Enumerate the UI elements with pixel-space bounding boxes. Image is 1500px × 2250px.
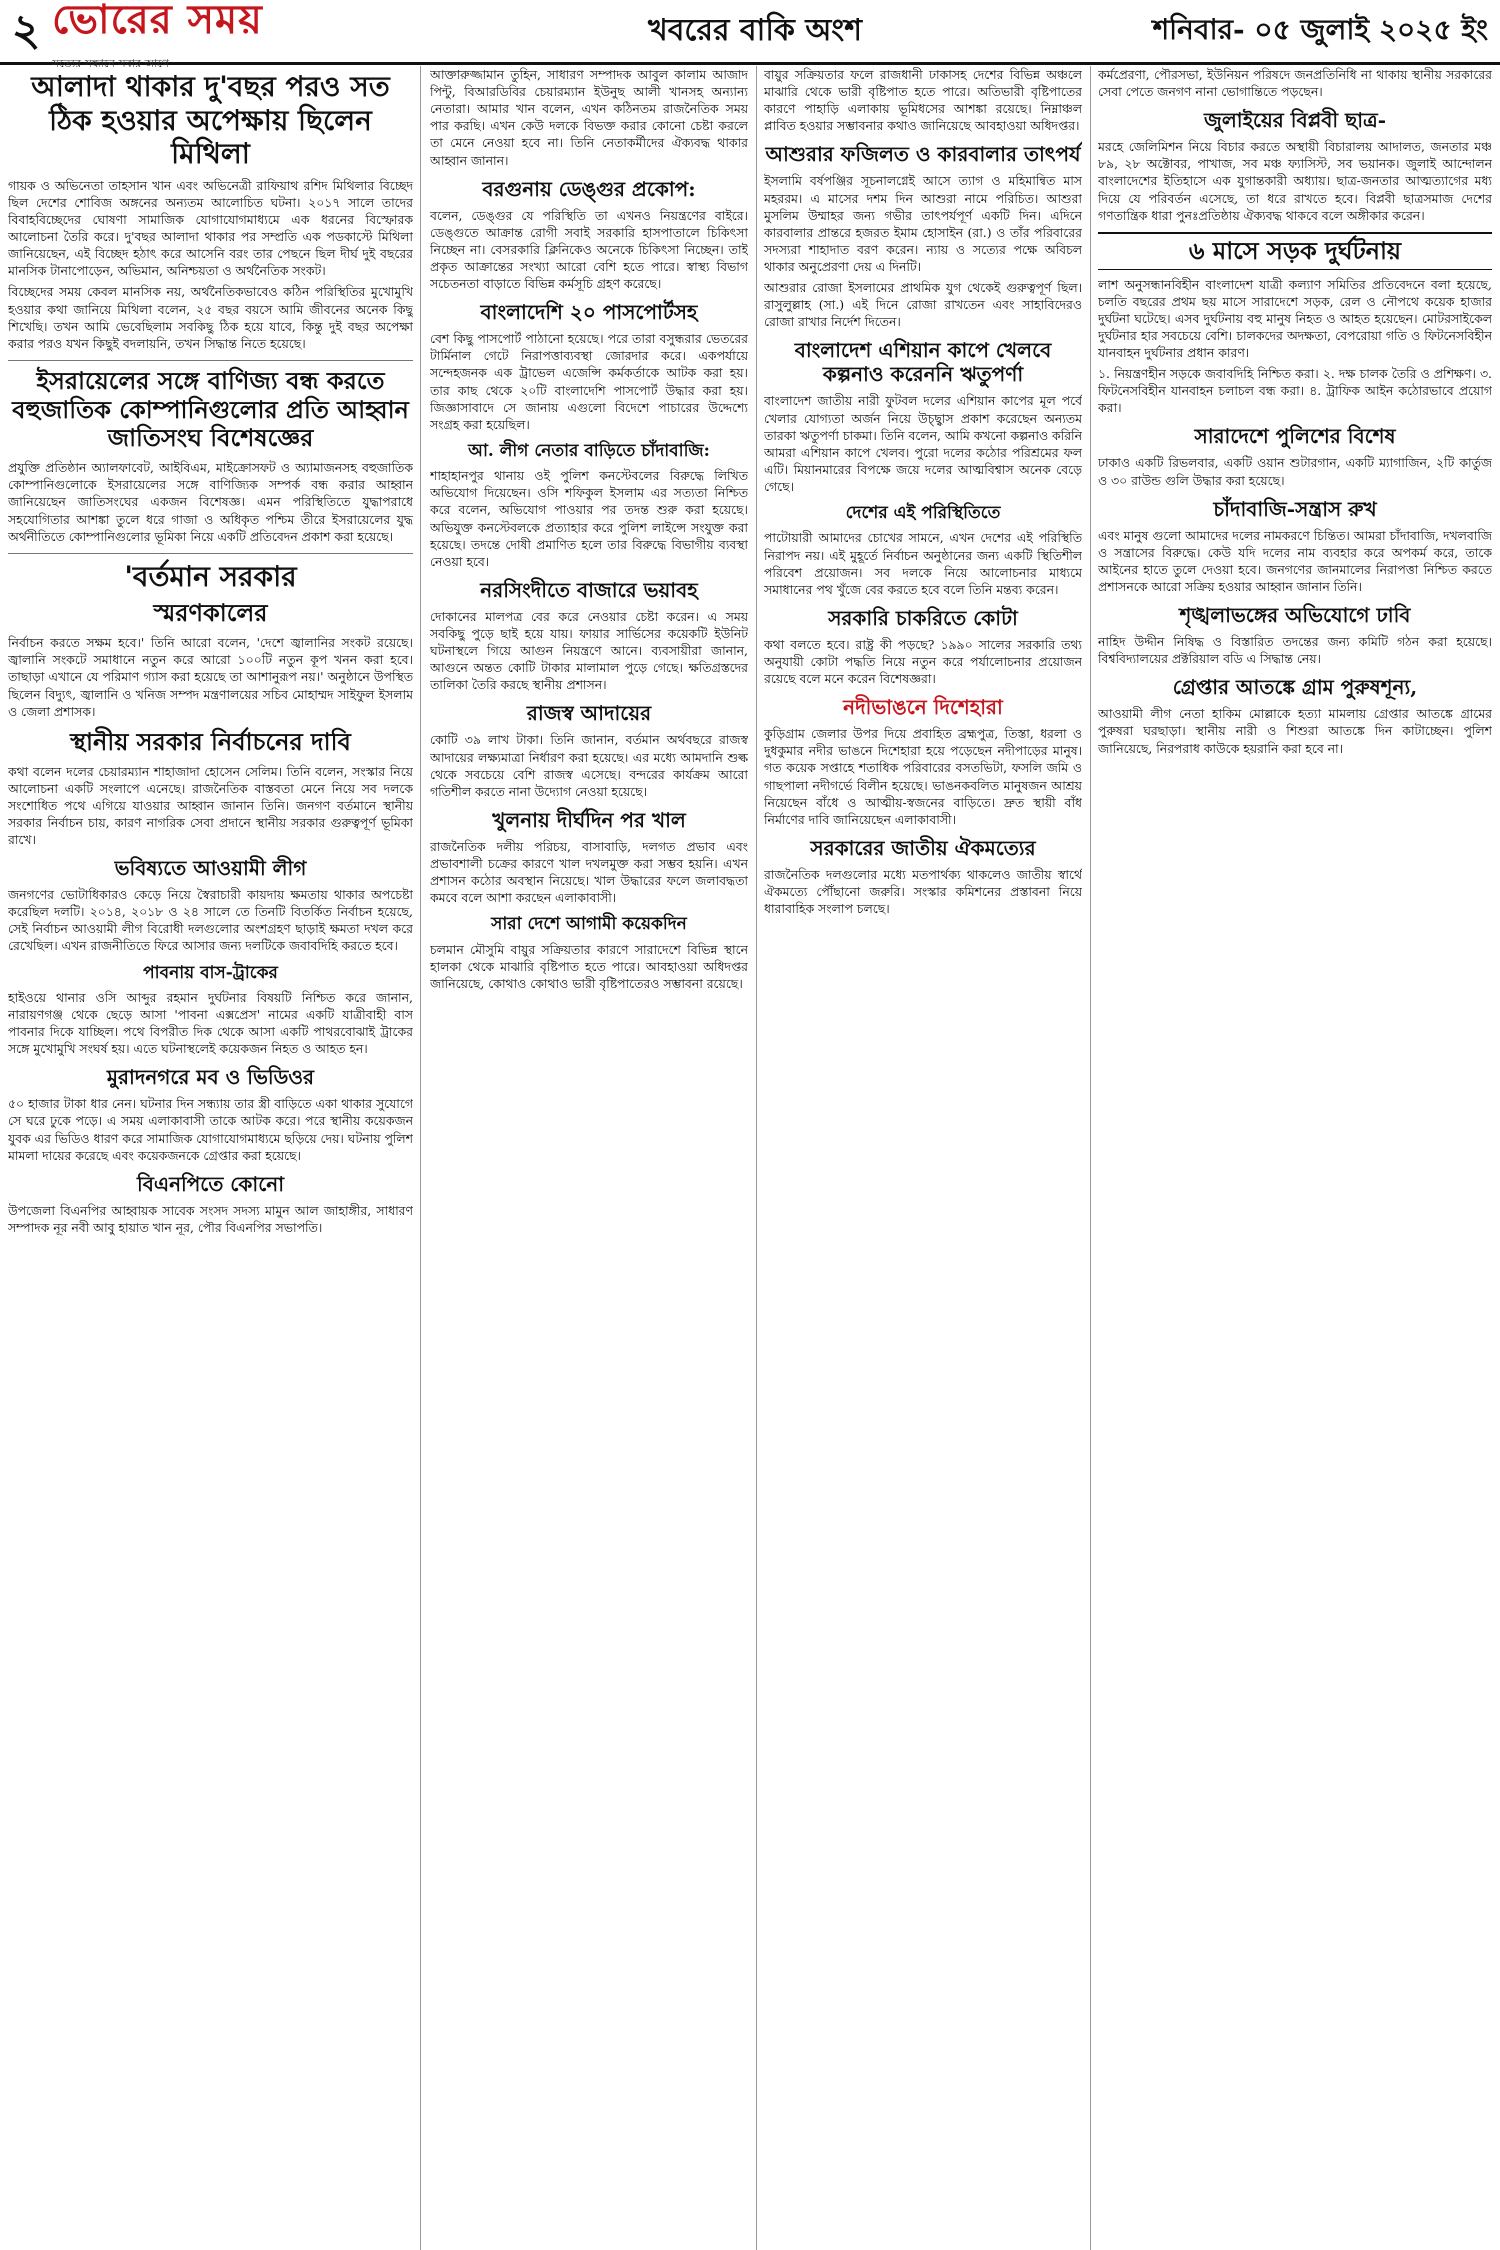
story-continuation <box>430 66 748 169</box>
headline: নদীভাঙনে দিশেহারা <box>843 695 1003 720</box>
headline: সরকারি চাকরিতে কোটা <box>828 605 1018 630</box>
headline: জুলাইয়ের বিপ্লবী ছাত্র- <box>1203 108 1387 133</box>
headline: দেশের এই পরিস্থিতিতে <box>845 503 1001 524</box>
story-body: বেশ কিছু পাসপোর্ট পাঠানো হয়েছে। পরে তারা বসুন্ধরার ভেতরের টার্মিনাল গেটে নিরাপত্তাব্যবস্থা জোরদার করে। একপর্যায়ে সন্দেহজনক এক ট্রাভেল এজেন্সি কর্মকর্তাকে আটক করা হয়। তার কাছ থেকে ২০টি বাংলাদেশি পাসপোর্ট উদ্ধার করা হয়। জিজ্ঞাসাবাদে সে জানায় এগুলো বিদেশে পাচারের উদ্দেশ্যে সংগ্রহ করা হয়েছিল। <box>430 331 748 432</box>
headline: খুলনায় দীর্ঘদিন পর খাল <box>492 807 686 832</box>
headline: শৃঙ্খলাভঙ্গের অভিযোগে ঢাবি <box>1179 603 1411 628</box>
story-body: বায়ুর সক্রিয়তার ফলে রাজধানী ঢাকাসহ দেশের বিভিন্ন অঞ্চলে মাঝারি থেকে ভারী বৃষ্টিপাত হতে পারে। অতিভারী বৃষ্টিপাতের কারণে পাহাড়ি এলাকায় ভূমিধসের আশঙ্কা রয়েছে। নিম্নাঞ্চল প্লাবিত হওয়ার সম্ভাবনার কথাও জানিয়েছে আবহাওয়া অধিদপ্তর। <box>764 67 1082 134</box>
story-body: জনগণের ভোটাধিকারও কেড়ে নিয়ে স্বৈরাচারী কায়দায় ক্ষমতায় থাকার অপচেষ্টা করেছিল দলটি। ২০১৪, ২০১৮ ও ২৪ সালে তে তিনটি বিতর্কিত নির্বাচন হয়েছে, সেই নির্বাচন আওয়ামী লীগ বিরোধী দলগুলোর অংশগ্রহণ ছাড়াই ক্ষমতা দখল করে রেখেছিল। এখন রাজনীতিতে ফিরে আসার জন্য দলটিকে জবাবদিহি করতে হবে। <box>8 887 413 954</box>
brand-name: ভোরের সময় <box>52 0 263 43</box>
column-3 <box>764 66 1082 2250</box>
headline: ৬ মাসে সড়ক দুর্ঘটনায় <box>1098 232 1492 270</box>
story-body: রাজনৈতিক দলীয় পরিচয়, বাসাবাড়ি, দলগত প্রভাব এবং প্রভাবশালী চক্রের কারণে খাল দখলমুক্ত করা সম্ভব হয়নি। এখন প্রশাসন কঠোর অবস্থান নিয়েছে। খাল উদ্ধারের ফলে জলাবদ্ধতা কমবে বলে আশা করছেন এলাকাবাসী। <box>430 838 748 906</box>
masthead <box>0 0 1500 70</box>
story-passport <box>430 300 748 433</box>
story-du-discipline <box>1098 603 1492 667</box>
column-divider <box>420 66 421 2250</box>
story-body: মরহে জেলিমিশন নিয়ে বিচার করতে অস্থায়ী বিচারালয় আদালত, জনতার মঞ্চ ৮৯, ২৮ অক্টোবর, পাখাজ, সব মঞ্চ ফ্যাসিস্ট, সব ভয়ানক। জুলাই আন্দোলন বাংলাদেশের ইতিহাসে এক যুগান্তকারী অধ্যায়। ছাত্র-জনতার আত্মত্যাগের মধ্য দিয়ে যে পরিবর্তন এসেছে, তা ধরে রাখতে হবে। বিপ্লবী ছাত্রসমাজ দেশের গণতান্ত্রিক ধারা পুনঃপ্রতিষ্ঠায় ঐক্যবদ্ধ থাকবে বলে অঙ্গীকার করেন। <box>1098 139 1492 223</box>
story-body: প্রযুক্তি প্রতিষ্ঠান অ্যালফাবেট, আইবিএম, মাইক্রোসফট ও অ্যামাজনসহ বহুজাতিক কোম্পানিগুলোকে ইসরায়েলের সঙ্গে বাণিজ্যিক সম্পর্ক বন্ধ করার আহ্বান জানিয়েছেন জাতিসংঘের একজন বিশেষজ্ঞ। এমন পরিস্থিতিতে যুদ্ধাপরাধে সহযোগিতার আশঙ্কা তুলে ধরে গাজা ও অধিকৃত পশ্চিম তীরে ইসরায়েলের যুদ্ধ অর্থনীতিতে কোম্পানিগুলোর ভূমিকা নিয়ে একটি প্রতিবেদন প্রকাশ করা হয়েছে। <box>8 460 413 544</box>
story-body: উপজেলা বিএনপির আহ্বায়ক সাবেক সংসদ সদস্য মামুন আল জাহাঙ্গীর, সাধারণ সম্পাদক নূর নবী আবু হায়াত খান নূর, পৌর বিএনপির সভাপতি। <box>8 1202 413 1235</box>
story-awami-league <box>8 856 413 954</box>
story-body: পাটোয়ারী আমাদের চোখের সামনে, এখন দেশের এই পরিস্থিতি নিরাপদ নয়। এই মুহূর্তে নির্বাচন অনুষ্ঠানের জন্য একটি স্থিতিশীল পরিবেশ প্রয়োজন। সব দলকে নিয়ে আলোচনার মাধ্যমে সমাধানের পথ খুঁজে বের করতে হবে বলে তিনি মন্তব্য করেন। <box>764 530 1082 597</box>
headline: স্মরণকালের <box>153 598 268 628</box>
column-divider <box>756 66 757 2250</box>
issue-date: শনিবার- ০৫ জুলাই ২০২৫ ইং <box>1152 12 1488 46</box>
headline: রাজস্ব আদায়ের <box>526 701 652 726</box>
headline: সারা দেশে আগামী কয়েকদিন <box>491 914 687 935</box>
story-body: দোকানের মালপত্র বের করে নেওয়ার চেষ্টা করেন। এ সময় সবকিছু পুড়ে ছাই হয়ে যায়। ফায়ার সার্ভিসের কয়েকটি ইউনিট ঘটনাস্থলে গিয়ে আগুন নিয়ন্ত্রণে আনে। ব্যবসায়ীরা জানান, আগুনে অন্তত কোটি টাকার মালামাল পুড়ে গেছে। ক্ষতিগ্রস্তদের তালিকা তৈরি করছে স্থানীয় প্রশাসন। <box>430 608 748 693</box>
story-body: চলমান মৌসুমি বায়ুর সক্রিয়তার কারণে সারাদেশে বিভিন্ন স্থানে হালকা থেকে মাঝারি বৃষ্টিপাত হতে পারে। আবহাওয়া অধিদপ্তর জানিয়েছে, কোথাও কোথাও ভারী বৃষ্টিপাতেরও সম্ভাবনা রয়েছে। <box>430 941 748 991</box>
story-continuation <box>1098 66 1492 100</box>
headline: স্থানীয় সরকার নির্বাচনের দাবি <box>70 726 351 756</box>
headline: ইসরায়েলের সঙ্গে বাণিজ্য বন্ধ করতে বহুজাতিক কোম্পানিগুলোর প্রতি আহ্বান জাতিসংঘ বিশেষজ্ঞের <box>12 365 409 453</box>
headline: চাঁদাবাজি-সন্ত্রাস রুখ <box>1213 496 1377 521</box>
story-muradnagar <box>8 1065 413 1163</box>
headline: বাংলাদেশি ২০ পাসপোর্টসহ <box>480 300 698 325</box>
headline: ভবিষ্যতে আওয়ামী লীগ <box>114 856 307 881</box>
column-1 <box>8 66 413 2250</box>
story-body: কোটি ৩৯ লাখ টাকা। তিনি জানান, বর্তমান অর্থবছরে রাজস্ব আদায়ের লক্ষ্যমাত্রা নির্ধারণ করা হয়েছে। এর মধ্যে আমদানি শুল্ক থেকে সবচেয়ে বেশি রাজস্ব এসেছে। বন্দরের কার্যক্রম আরো গতিশীল করতে নানা উদ্যোগ নেওয়া হয়েছে। <box>430 732 748 799</box>
story-police-drive <box>1098 424 1492 488</box>
story-body: ইসলামি বর্ষপঞ্জির সূচনালগ্নেই আসে ত্যাগ ও মহিমান্বিত মাস মহররম। এ মাসের দশম দিন আশুরা নামে পরিচিত। আশুরা মুসলিম উম্মাহর জন্য গভীর তাৎপর্যপূর্ণ একটি দিন। এদিনে কারবালার প্রান্তরে হজরত ইমাম হোসাইন (রা.) ও তাঁর পরিবারের সদস্যরা শাহাদাত বরণ করেন। ন্যায় ও সত্যের পক্ষে অবিচল থাকার অনুপ্রেরণা দেয় এ দিনটি। <box>764 173 1082 274</box>
divider <box>8 553 413 554</box>
story-village-arrest <box>1098 675 1492 756</box>
story-consensus <box>764 836 1082 917</box>
story-river-erosion <box>764 695 1082 828</box>
story-pabna-accident <box>8 963 413 1058</box>
headline: মুরাদনগরে মব ও ভিডিওর <box>106 1065 315 1090</box>
story-mithila <box>8 70 413 352</box>
story-local-election <box>8 728 413 848</box>
column-2 <box>430 66 748 2250</box>
headline: নরসিংদীতে বাজারে ভয়াবহ <box>480 577 698 602</box>
story-july-students <box>1098 108 1492 224</box>
story-body: হাইওয়ে থানার ওসি আব্দুর রহমান দুর্ঘটনার বিষয়টি নিশ্চিত করে জানান, নারায়ণগঞ্জ থেকে ছেড়ে আসা 'পাবনা এক্সপ্রেস' নামের একটি যাত্রীবাহী বাস পাবনার দিকে যাচ্ছিল। পথে বিপরীত দিক থেকে আসা একটি পাথরবোঝাই ট্রাকের সঙ্গে মুখোমুখি সংঘর্ষ হয়। এতে ঘটনাস্থলেই কয়েকজন নিহত ও আহত হন। <box>8 989 413 1057</box>
story-body: এবং মানুষ গুলো আমাদের দলের নামকরণে চিন্তিত। আমরা চাঁদাবাজি, দখলবাজি ও সন্ত্রাসের বিরুদ্ধে। কেউ যদি দলের নাম ব্যবহার করে অপকর্ম করে, তাকে আইনের হাতে তুলে দেওয়া হবে। জনগণের জানমালের নিরাপত্তা নিশ্চিত করতে প্রশাসনকে আরো সক্রিয় হওয়ার আহ্বান জানান তিনি। <box>1098 527 1492 594</box>
headline: বাংলাদেশ এশিয়ান কাপে খেলবে কল্পনাও করেননি ঋতুপর্ণা <box>794 338 1052 387</box>
headline: গ্রেপ্তার আতঙ্কে গ্রাম পুরুষশূন্য, <box>1172 675 1418 700</box>
story-ashura <box>764 142 1082 330</box>
story-body: ১. নিয়ন্ত্রণহীন সড়কে জবাবদিহি নিশ্চিত করা। ২. দক্ষ চালক তৈরি ও প্রশিক্ষণ। ৩. ফিটনেসবিহীন যানবাহন চলাচল বন্ধ করা। ৪. ট্রাফিক আইন কঠোরভাবে প্রয়োগ করা। <box>1098 366 1492 416</box>
story-body: কর্মপ্রেরণা, পৌরসভা, ইউনিয়ন পরিষদে জনপ্রতিনিধি না থাকায় স্থানীয় সরকারের সেবা পেতে জনগণ নানা ভোগান্তিতে পড়ছেন। <box>1098 67 1492 100</box>
story-extortion <box>430 441 748 570</box>
section-title: খবরের বাকি অংশ <box>648 12 862 48</box>
column-divider <box>1090 66 1091 2250</box>
headline: পাবনায় বাস-ট্রাকের <box>143 962 278 983</box>
story-body: রাজনৈতিক দলগুলোর মধ্যে মতপার্থক্য থাকলেও জাতীয় স্বার্থে ঐকমত্যে পৌঁছানো জরুরি। সংস্কার কমিশনের প্রস্তাবনা নিয়ে ধারাবাহিক সংলাপ চলছে। <box>764 866 1082 917</box>
story-body: নাহিদ উদ্দীন নিষিদ্ধ ও বিস্তারিত তদন্তের জন্য কমিটি গঠন করা হয়েছে। বিশ্ববিদ্যালয়ের প্রক্টরিয়াল বডি এ সিদ্ধান্ত নেয়। <box>1098 634 1492 667</box>
headline: 'বর্তমান সরকার <box>124 559 297 593</box>
headline: সারাদেশে পুলিশের বিশেষ <box>1194 424 1396 449</box>
story-road-accidents <box>1098 232 1492 417</box>
brand-tagline: সত্যের সন্ধানে সবার আগে <box>52 57 169 70</box>
story-body: লাশ অনুসন্ধানবিহীন বাংলাদেশ যাত্রী কল্যাণ সমিতির প্রতিবেদনে বলা হয়েছে, চলতি বছরের প্রথম ছয় মাসে সারাদেশে সড়ক, রেল ও নৌপথে কয়েক হাজার দুর্ঘটনা ঘটেছে। এসব দুর্ঘটনায় বহু মানুষ নিহত ও আহত হয়েছেন। মোটরসাইকেল দুর্ঘটনার হার সবচেয়ে বেশি। চালকদের অদক্ষতা, বেপরোয়া গতি ও ফিটনেসবিহীন যানবাহন দুর্ঘটনার প্রধান কারণ। <box>1098 276 1492 360</box>
story-israel-trade <box>8 367 413 545</box>
brand-logo <box>52 0 452 70</box>
story-govt <box>8 560 413 720</box>
story-body: কথা বলতে হবে। রাষ্ট্র কী পড়ছে? ১৯৯০ সালের সরকারি তথ্য অনুযায়ী কোটা পদ্ধতি নিয়ে নতুন করে পর্যালোচনার প্রয়োজন রয়েছে বলে মনে করেন বিশেষজ্ঞরা। <box>764 636 1082 687</box>
story-country-situation <box>764 503 1082 598</box>
story-body: আক্তারুজ্জামান তুহিন, সাধারণ সম্পাদক আবুল কালাম আজাদ পিন্টু, বিআরডিবির চেয়ারম্যান ইউনুছ আলী খানসহ অন্যান্য নেতারা। আমার খান বলেন, এখন কঠিনতম রাজনৈতিক সময় পার করছি। এখন কেউ দলকে বিভক্ত করার কোনো চেষ্টা করলে তা মেনে নেওয়া হবে না। তিনি নেতাকর্মীদের ঐক্যবদ্ধ থাকার আহ্বান জানান। <box>430 67 748 168</box>
story-body: গায়ক ও অভিনেতা তাহসান খান এবং অভিনেত্রী রাফিয়াথ রশিদ মিথিলার বিচ্ছেদ ছিল দেশের শোবিজ অঙ্গনের অন্যতম আলোচিত ঘটনা। ২০১৭ সালে তাদের বিবাহবিচ্ছেদের ঘোষণা সামাজিক যোগাযোগমাধ্যমে এক ধরনের বিস্ফোরক আলোচনা তৈরি করে। দু'বছর আলাদা থাকার পর সম্প্রতি এক পডকাস্টে মিথিলা জানিয়েছেন, এই বিচ্ছেদ হঠাৎ করে আসেনি বরং তার পেছনে ছিল দীর্ঘ দুই বছরের মানসিক টানাপোড়েন, অভিমান, অনিশ্চয়তা ও অর্থনৈতিক সংকট। <box>8 177 413 279</box>
headline: আ. লীগ নেতার বাড়িতে চাঁদাবাজি: <box>468 440 710 461</box>
story-body: ঢাকাও একটি রিভলবার, একটি ওয়ান শুটারগান, একটি ম্যাগাজিন, ২টি কার্তুজ ও ৩০ রাউন্ড গুলি উদ্ধার করা হয়েছে। <box>1098 455 1492 488</box>
story-extortion-terror <box>1098 497 1492 595</box>
headline: বিএনপিতে কোনো <box>137 1171 284 1196</box>
story-body: শাহাহানপুর থানায় ওই পুলিশ কনস্টেবলের বিরুদ্ধে লিখিত অভিযোগ দিয়েছেন। ওসি শফিকুল ইসলাম এর সত্যতা নিশ্চিত করে বলেন, অভিযোগ পাওয়ার পর তদন্ত শুরু করা হয়েছে। অভিযুক্ত কনস্টেবলকে প্রত্যাহার করে পুলিশ লাইন্সে সংযুক্ত করা হয়েছে। তদন্তে দোষী প্রমাণিত হলে তার বিরুদ্ধে বিভাগীয় ব্যবস্থা নেওয়া হবে। <box>430 468 748 569</box>
page-number: ২ <box>11 5 41 56</box>
divider <box>8 360 413 361</box>
story-weather <box>430 914 748 992</box>
story-body: আশুরার রোজা ইসলামের প্রাথমিক যুগ থেকেই গুরুত্বপূর্ণ ছিল। রাসুলুল্লাহ (সা.) এই দিনে রোজা রাখতেন এবং সাহাবিদেরও রোজা রাখার নির্দেশ দিতেন। <box>764 280 1082 330</box>
story-continuation <box>764 66 1082 134</box>
headline: আলাদা থাকার দু'বছর পরও সত ঠিক হওয়ার অপেক্ষায় ছিলেন মিথিলা <box>31 70 390 171</box>
story-revenue <box>430 701 748 799</box>
story-body: বিচ্ছেদের সময় কেবল মানসিক নয়, অর্থনৈতিকভাবেও কঠিন পরিস্থিতির মুখোমুখি হওয়ার কথা জানিয়ে মিথিলা বলেন, ২৫ বছর বয়সে আমি জীবনের অনেক কিছু শিখেছি। তখন আমি ভেবেছিলাম সবকিছু ঠিক হয়ে যাবে, কিন্তু দুই বছর অপেক্ষা করার পরও যখন কিছুই বদলায়নি, তখন সিদ্ধান্ত নিতে হয়েছে। <box>8 284 413 351</box>
story-body: কুড়িগ্রাম জেলার উপর দিয়ে প্রবাহিত ব্রহ্মপুত্র, তিস্তা, ধরলা ও দুধকুমার নদীর ভাঙনে দিশেহারা হয়ে পড়েছেন নদীপাড়ের মানুষ। গত কয়েক সপ্তাহে শতাধিক পরিবারের বসতভিটা, ফসলি জমি ও গাছপালা নদীগর্ভে বিলীন হয়েছে। ভাঙনকবলিত মানুষজন আশ্রয় নিয়েছেন বাঁধে ও আত্মীয়-স্বজনের বাড়িতে। দ্রুত স্থায়ী বাঁধ নির্মাণের দাবি জানিয়েছেন এলাকাবাসী। <box>764 726 1082 827</box>
headline: বরগুনায় ডেঙ্গুর প্রকোপ: <box>482 176 696 201</box>
story-body: বাংলাদেশ জাতীয় নারী ফুটবল দলের এশিয়ান কাপের মূল পর্বে খেলার যোগ্যতা অর্জন নিয়ে উচ্ছ্বাস প্রকাশ করেছেন অন্যতম তারকা ঋতুপর্ণা চাকমা। তিনি বলেন, আমি কখনো কল্পনাও করিনি আমরা এশিয়ান কাপে খেলব। পুরো দলের কঠোর পরিশ্রমের ফল এটি। মিয়ানমারের বিপক্ষে জয়ে দলের আত্মবিশ্বাস অনেক বেড়ে গেছে। <box>764 393 1082 494</box>
headline: আশুরার ফজিলত ও কারবালার তাৎপর্য <box>765 142 1081 167</box>
story-body: বলেন, ডেঙ্গুর যে পরিস্থিতি তা এখনও নিয়ন্ত্রণের বাইরে। ডেঙ্গুতে আক্রান্ত রোগী সবাই সরকারি হাসপাতালে চিকিৎসা নিচ্ছেন না। বেসরকারি ক্লিনিকেও অনেকে চিকিৎসা নিচ্ছেন। তাই প্রকৃত আক্রান্তের সংখ্যা আরো বেশি হতে পারে। স্বাস্থ্য বিভাগ সচেতনতা বাড়াতে বিভিন্ন কর্মসূচি গ্রহণ করেছে। <box>430 207 748 292</box>
story-body: ৫০ হাজার টাকা ধার নেন। ঘটনার দিন সন্ধ্যায় তার স্ত্রী বাড়িতে একা থাকার সুযোগে সে ঘরে ঢুকে পড়ে। এ সময় এলাকাবাসী তাকে আটক করে। পরে স্থানীয় কয়েকজন যুবক এর ভিডিও ধারণ করে সামাজিক যোগাযোগমাধ্যমে ছড়িয়ে দেয়। ঘটনায় পুলিশ মামলা দায়ের করেছে এবং কয়েকজনকে গ্রেপ্তার করা হয়েছে। <box>8 1096 413 1163</box>
story-body: আওয়ামী লীগ নেতা হাকিম মোল্লাকে হত্যা মামলায় গ্রেপ্তার আতঙ্কে গ্রামের পুরুষরা ঘরছাড়া। স্থানীয় নারী ও শিশুরা আতঙ্কে দিন কাটাচ্ছেন। পুলিশ জানিয়েছে, নিরপরাধ কাউকে হয়রানি করা হবে না। <box>1098 706 1492 756</box>
story-body: কথা বলেন দলের চেয়ারম্যান শাহাজাদা হোসেন সেলিম। তিনি বলেন, সংস্কার নিয়ে আলোচনা একটি সংলাপে এনেছে। রাজনৈতিক বাস্তবতা মেনে নিয়ে সব দলকে সংশোধিত পথে এগিয়ে যাওয়ার আহ্বান জানান তিনি। জনগণ বর্তমানে স্থানীয় সরকার নির্বাচন চায়, কারণ নাগরিক সেবা প্রদানে স্থানীয় সরকার গুরুত্বপূর্ণ ভূমিকা রাখে। <box>8 763 413 847</box>
story-khulna-canal <box>430 808 748 906</box>
story-bnp <box>8 1172 413 1236</box>
column-4 <box>1098 66 1492 2250</box>
story-quota <box>764 606 1082 687</box>
story-body: নির্বাচন করতে সক্ষম হবে।' তিনি আরো বলেন, 'দেশে জ্বালানির সংকট রয়েছে। জ্বালানি সংকটে সমাধানে নতুন করে আরো ১০০টি নতুন কূপ খনন করা হবে। তাছাড়া এখানে যে পরিমাণ গ্যাস করা হয়েছে তা আশানুরূপ নয়।' অনুষ্ঠানে উপস্থিত ছিলেন বিদ্যুৎ, জ্বালানি ও খনিজ সম্পদ মন্ত্রণালয়ের সচিব মোহাম্মদ সাইফুল ইসলাম ও জেলা প্রশাসক। <box>8 635 413 719</box>
headline: সরকারের জাতীয় ঐকমত্যের <box>810 835 1036 860</box>
story-asian-cup <box>764 338 1082 495</box>
story-narsingdi-fire <box>430 578 748 694</box>
story-dengue <box>430 177 748 293</box>
